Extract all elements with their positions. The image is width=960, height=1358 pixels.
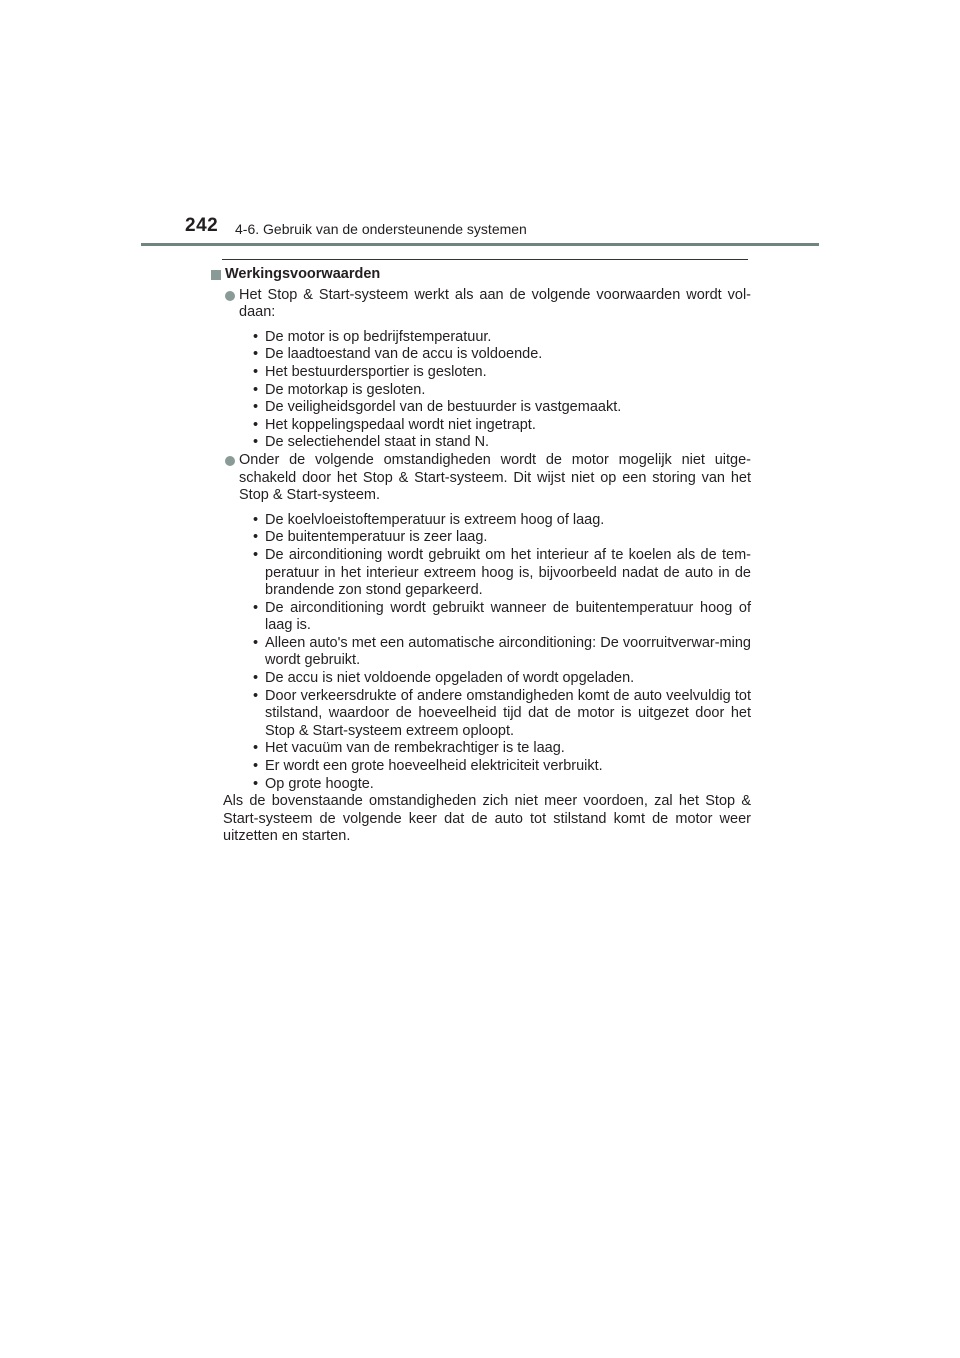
list-item-text: Door verkeersdrukte of andere omstandigheden komt de auto veelvuldig tot stilstand, waardoor de hoeveelheid tijd dat de motor is uitgezet door het Stop & Start-systeem extreem oploopt. — [265, 687, 751, 739]
list-item-text: Op grote hoogte. — [265, 775, 374, 792]
list-item-text: Het koppelingspedaal wordt niet ingetrapt. — [265, 416, 536, 433]
bullet-icon: • — [253, 546, 259, 563]
list-item-text: De accu is niet voldoende opgeladen of wordt opgeladen. — [265, 670, 635, 687]
bullet-icon: • — [253, 775, 259, 792]
list-item-text: De airconditioning wordt gebruikt wanneer de buitentemperatuur hoog of laag is. — [265, 599, 751, 634]
list-item-text: De veiligheidsgordel van de bestuurder is vastgemaakt. — [265, 399, 622, 416]
bullet-icon: • — [253, 599, 259, 616]
bullet-icon: • — [253, 399, 259, 416]
header-rule — [141, 243, 819, 246]
list-item — [211, 758, 751, 776]
bullet-icon: • — [253, 416, 259, 433]
circle-marker-icon — [225, 456, 235, 466]
condition-paragraph-2 — [211, 452, 751, 505]
list-item — [211, 776, 751, 794]
section-heading — [211, 266, 751, 284]
list-item-text: De buitentemperatuur is zeer laag. — [265, 529, 488, 546]
section-rule — [222, 259, 748, 260]
bullet-icon: • — [253, 363, 259, 380]
list-item-text: De motorkap is gesloten. — [265, 381, 426, 398]
condition-2-text: Onder de volgende omstandigheden wordt de motor mogelijk niet uitge-schakeld door het Stop & Start-systeem. Dit wijst niet op een storing van het Stop & Start-systeem. — [239, 451, 751, 504]
bullet-icon: • — [253, 758, 259, 775]
list-item-text: Het bestuurdersportier is gesloten. — [265, 363, 487, 380]
list-item — [211, 417, 751, 435]
list-item-text: De airconditioning wordt gebruikt om het interieur af te koelen als de tem-peratuur in het interieur extreem hoog is, bijvoorbeeld nadat de auto in de brandende zon stond geparkeerd. — [265, 546, 751, 599]
bullet-icon: • — [253, 740, 259, 757]
list-item-text: Het vacuüm van de rembekrachtiger is te laag. — [265, 740, 565, 757]
content — [211, 266, 751, 846]
list-item — [211, 670, 751, 688]
list-item — [211, 600, 751, 635]
list-item — [211, 364, 751, 382]
list-item — [211, 399, 751, 417]
bullet-icon: • — [253, 687, 259, 704]
list-item — [211, 635, 751, 670]
list-item — [211, 688, 751, 741]
bullet-icon: • — [253, 328, 259, 345]
list-item-text: De laadtoestand van de accu is voldoende. — [265, 346, 543, 363]
list-item-text: Er wordt een grote hoeveelheid elektriciteit verbruikt. — [265, 758, 603, 775]
square-marker-icon — [211, 270, 221, 280]
list-item — [211, 529, 751, 547]
bullet-icon: • — [253, 670, 259, 687]
condition-paragraph-1 — [211, 287, 751, 322]
bullet-icon: • — [253, 634, 259, 651]
bullet-icon: • — [253, 434, 259, 451]
list-item — [211, 434, 751, 452]
section-heading-text: Werkingsvoorwaarden — [225, 266, 381, 282]
bullet-icon: • — [253, 511, 259, 528]
bullet-icon: • — [253, 529, 259, 546]
list-item — [211, 547, 751, 600]
closing-paragraph: Als de bovenstaande omstandigheden zich niet meer voordoen, zal het Stop & Start-systeem de volgende keer dat de auto tot stilstand komt de motor weer uitzetten en starten. — [223, 793, 751, 845]
list-item — [211, 740, 751, 758]
list-item-text: De motor is op bedrijfstemperatuur. — [265, 328, 492, 345]
condition-2-list — [211, 512, 751, 794]
circle-marker-icon — [225, 291, 235, 301]
list-item-text: De koelvloeistoftemperatuur is extreem hoog of laag. — [265, 511, 605, 528]
list-item — [211, 512, 751, 530]
list-item-text: De selectiehendel staat in stand N. — [265, 434, 490, 451]
bullet-icon: • — [253, 346, 259, 363]
bullet-icon: • — [253, 381, 259, 398]
condition-1-text: Het Stop & Start-systeem werkt als aan de volgende voorwaarden wordt vol-daan: — [239, 286, 751, 321]
condition-1-list — [211, 329, 751, 452]
list-item-text: Alleen auto's met een automatische airconditioning: De voorruitverwar-ming wordt gebruikt. — [265, 634, 751, 669]
list-item — [211, 382, 751, 400]
page-number: 242 — [185, 215, 219, 236]
chapter-title: 4-6. Gebruik van de ondersteunende systemen — [235, 221, 527, 237]
list-item — [211, 346, 751, 364]
list-item — [211, 329, 751, 347]
